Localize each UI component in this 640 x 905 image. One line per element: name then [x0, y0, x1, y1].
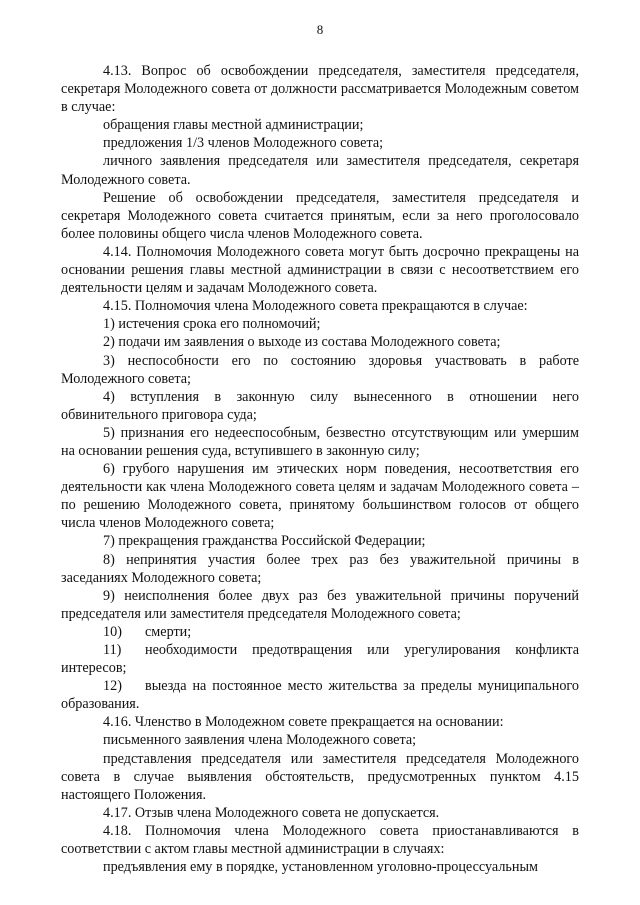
list-item: 3) неспособности его по состоянию здоровья участвовать в работе Молодежного совета; — [61, 352, 579, 387]
paragraph-item: обращения главы местной администрации; — [103, 117, 364, 134]
paragraph-item: предъявления ему в порядке, установленном уголовно-процессуальным — [103, 859, 538, 876]
paragraph-item: предложения 1/3 членов Молодежного совета; — [103, 135, 384, 152]
list-item-number: 12) — [103, 678, 122, 695]
paragraph-4-18: 4.18. Полномочия члена Молодежного совета приостанавливаются в соответствии с актом главы местной администрации в случаях: — [61, 822, 579, 858]
paragraph-4-13: 4.13. Вопрос об освобождении председателя, заместителя председателя, секретаря Молодежного совета от должности рассматривается Молодежным советом в случае: — [61, 63, 579, 116]
document-body — [61, 62, 579, 876]
list-item: 8) непринятия участия более трех раз без уважительной причины в заседаниях Молодежного совета; — [61, 551, 579, 586]
paragraph-decision: Решение об освобождении председателя, заместителя председателя и секретаря Молодежного совета считается принятым, если за него проголосовало более половины общего числа членов Молодежного совета. — [61, 189, 579, 242]
list-item-text: выезда на постоянное место жительства за пределы муниципального образования. — [61, 678, 579, 713]
list-item-text: смерти; — [145, 623, 192, 640]
paragraph-item: личного заявления председателя или заместителя председателя, секретаря Молодежного совета. — [61, 153, 579, 188]
list-item: 6) грубого нарушения им этических норм поведения, несоответствия его деятельности как члена Молодежного совета целям и задачам Молодежного совета – по решению Молодежного совета, принятому большинством голосов от общего числа членов Молодежного совета; — [61, 461, 579, 532]
list-item: 2) подачи им заявления о выходе из состава Молодежного совета; — [103, 334, 501, 351]
list-item-number: 11) — [103, 642, 122, 658]
list-item: 1) истечения срока его полномочий; — [103, 316, 321, 333]
list-item — [61, 677, 579, 713]
list-item: 9) неисполнения более двух раз без уважительной причины поручений председателя или заместителя председателя Молодежного совета; — [61, 587, 579, 622]
paragraph-4-14: 4.14. Полномочия Молодежного совета могут быть досрочно прекращены на основании решения главы местной администрации в связи с несоответствием его деятельности целям и задачам Молодежного совета. — [61, 243, 579, 297]
paragraph-4-16: 4.16. Членство в Молодежном совете прекращается на основании: — [103, 714, 504, 731]
list-item — [61, 641, 579, 677]
paragraph-item: представления председателя или заместителя председателя Молодежного совета в случае выявления обстоятельств, предусмотренных пунктом 4.15 настоящего Положения. — [61, 750, 579, 803]
list-item-number: 10) — [103, 623, 122, 640]
list-item — [61, 623, 579, 641]
page-number: 8 — [316, 22, 324, 37]
list-item: 7) прекращения гражданства Российской Федерации; — [103, 533, 426, 550]
list-item: 4) вступления в законную силу вынесенного в отношении него обвинительного приговора суда; — [61, 388, 579, 423]
paragraph-4-17: 4.17. Отзыв члена Молодежного совета не допускается. — [103, 804, 440, 821]
paragraph-item: письменного заявления члена Молодежного совета; — [103, 732, 417, 749]
paragraph-4-15: 4.15. Полномочия члена Молодежного совета прекращаются в случае: — [103, 298, 528, 315]
list-item-text: необходимости предотвращения или урегулирования конфликта интересов; — [61, 642, 579, 677]
list-item: 5) признания его недееспособным, безвестно отсутствующим или умершим на основании решения суда, вступившего в законную силу; — [61, 424, 579, 459]
